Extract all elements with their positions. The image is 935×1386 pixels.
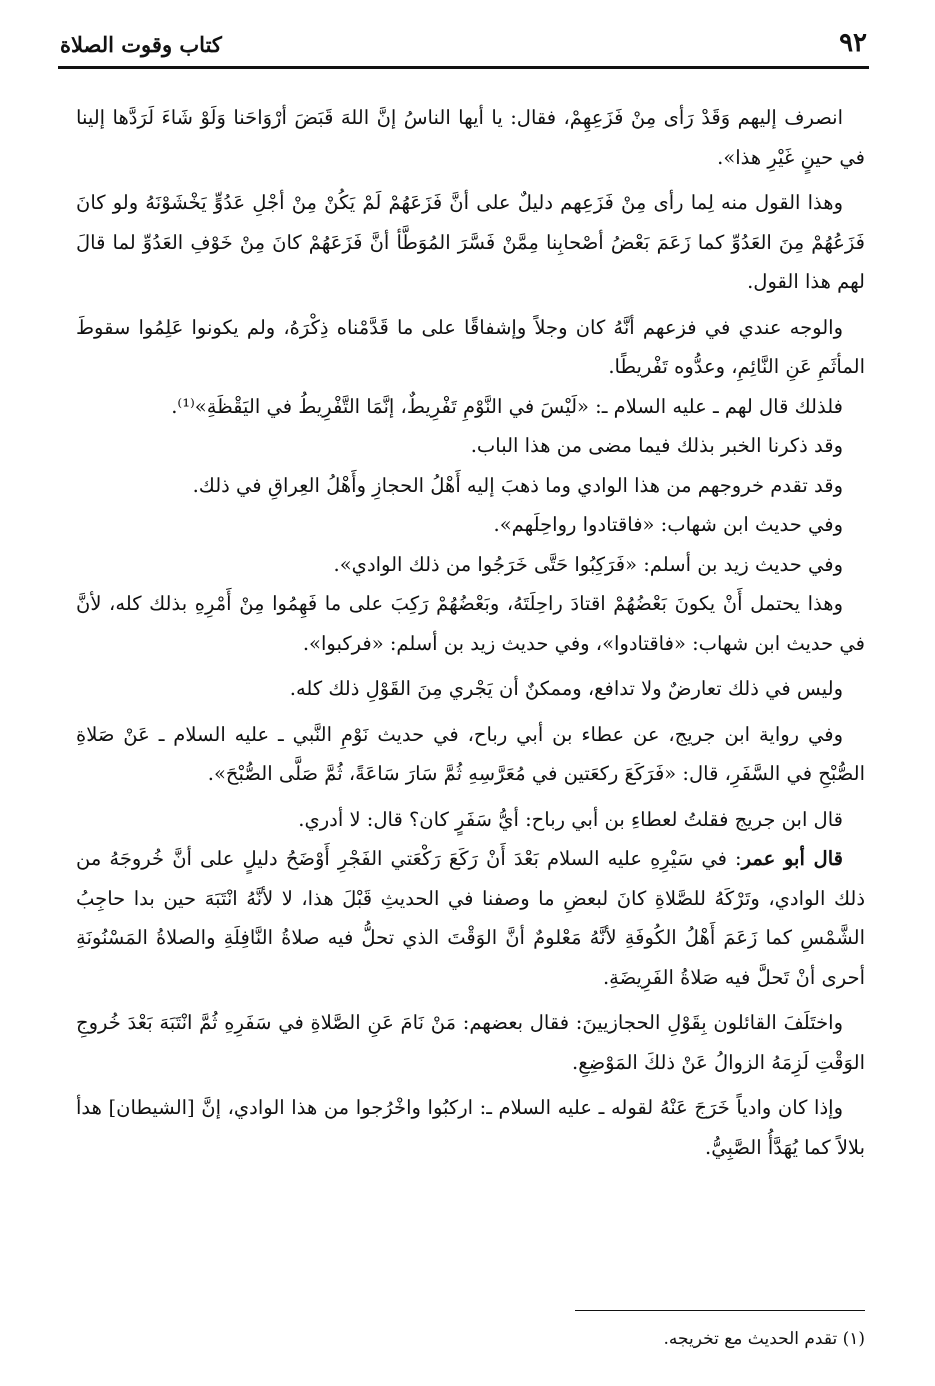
paragraph-text: والوجه عندي في فزعهم أنَّهُ كان وجلاً وإشفاقًا على ما قَدَّمْناه ذِكْرَهُ، ولم يكونوا عَلِمُوا سقوطَ المأثَمِ عَنِ النَّائِمِ، وعدُّوه تَفْريطًا.: [76, 315, 865, 378]
footnote: (١) تقدم الحديث مع تخريجه.: [663, 1329, 865, 1349]
paragraph-text: فلذلك قال لهم ـ عليه السلام ـ: «لَيْسَ في النَّوْمِ تَفْرِيطٌ، إنَّمَا التَّفْرِيطُ في اليَقْظَةِ»⁽¹⁾.: [171, 394, 843, 418]
paragraph-text: وفي حديث ابن شهاب: «فاقتادوا رواحِلَهم».: [493, 513, 843, 536]
paragraph: [76, 183, 865, 302]
page-body: [76, 98, 865, 1167]
paragraph-text: وفي حديث زيد بن أسلم: «فَرَكِبُوا حَتَّى خَرَجُوا من ذلك الوادي».: [333, 552, 843, 576]
paragraph-text: وقد تقدم خروجهم من هذا الوادي وما ذهبَ إليه أَهْلُ الحجازِ وأَهْلُ العِراقِ في ذلك.: [192, 473, 843, 497]
header-rule: [58, 66, 869, 69]
page-number: ٩٢: [839, 28, 867, 58]
paragraph: [76, 1088, 865, 1167]
paragraph-text: انصرف إليهم وَقَدْ رَأى مِنْ فَزَعِهِمْ، فقال: يا أيها الناسُ إنَّ اللهَ قَبَضَ أرْوَاحَنا وَلَوْ شَاءَ لَرَدَّها إلينا في حينٍ غَيْرِ هذا».: [76, 106, 865, 169]
paragraph: [76, 715, 865, 794]
paragraph-lead: قال أبو عمر: [741, 847, 843, 870]
paragraph: [76, 1003, 865, 1082]
paragraph: [76, 466, 865, 506]
paragraph: [76, 800, 865, 840]
paragraph: [76, 584, 865, 663]
running-title: كتاب وقوت الصلاة: [60, 32, 222, 57]
paragraph-text: واختَلَفَ القائلون بِقَوْلِ الحجازيينَ: فقال بعضهم: مَنْ نَامَ عَنِ الصَّلاةِ في سَفَرِهِ ثُمَّ انْتَبَهَ بَعْدَ خُروجِ الوَقْتِ لَزِمَهُ الزوالُ عَنْ ذلكَ المَوْضِعِ.: [76, 1011, 865, 1074]
paragraph: [76, 839, 865, 997]
paragraph-text: : في سَيْرِهِ عليه السلام بَعْدَ أَنْ رَكَعَ رَكْعَتي الفَجْرِ أَوْضَحُ دليلٍ على أنَّ خُروجَهُ من ذلك الوادي، وتَرْكَهُ للصَّلاةِ كانَ لبعضِ ما وصفنا في الحديثِ قَبْلَ هذا، لا لأنَّهُ انْتَبَهَ حين بدا حاجِبُ الشَّمْسِ كما زَعَمَ أَهْلُ الكُوفَةِ لأنَّهُ مَعْلومٌ أنَّ الوَقْتَ الذي تحلُّ فيه صلاةُ النَّافِلَةِ والصلاةُ المَسْنُونَةِ أحرى أنْ تَحلَّ فيه صَلاةُ الفَرِيضَةِ.: [76, 847, 865, 989]
paragraph-text: قال ابن جريج فقلتُ لعطاءِ بن أبي رباح: أيُّ سَفَرٍ كان؟ قال: لا أدري.: [298, 807, 843, 831]
paragraph-text: وهذا يحتمل أَنْ يكونَ بَعْضُهُمْ اقتادَ راحِلَتَهُ، وبَعْضُهُمْ رَكِبَ على ما فَهِمُوا مِنْ أَمْرِهِ بذلك كله، لأنَّ في حديث ابن شهاب: «فاقتادوا»، وفي حديث زيد بن أسلم: «فركبوا».: [76, 592, 865, 655]
paragraph: [76, 505, 865, 545]
paragraph: [76, 308, 865, 387]
paragraph: [76, 98, 865, 177]
paragraph: [76, 669, 865, 709]
paragraph-text: وهذا القول منه لِما رأى مِنْ فَزَعِهم دليلٌ على أنَّ فَزَعَهُمْ لَمْ يَكُنْ مِنْ أجْلِ عَدُوٍّ يَخْشَوْنَهُ ولو كانَ فَزَعُهُمْ مِنَ العَدُوِّ كما زَعَمَ بَعْضُ أصْحابِنا مِمَّنْ فَسَّرَ المُوَطَّأ أنَّ فَزَعَهُمْ كانَ مِنْ خَوْفِ العَدُوِّ لما قالَ لهم هذا القول.: [76, 191, 865, 293]
paragraph-text: وليس في ذلك تعارضٌ ولا تدافع، وممكنٌ أن يَجْري مِنَ القَوْلِ ذلك كله.: [289, 677, 843, 700]
paragraph: [76, 387, 865, 427]
footnote-rule: [575, 1310, 865, 1311]
paragraph-text: وقد ذكرنا الخبر بذلك فيما مضى من هذا الباب.: [470, 434, 843, 457]
page-header: [60, 28, 867, 64]
paragraph-text: وفي رواية ابن جريج، عن عطاء بن أبي رباح، في حديث نَوْمِ النَّبي ـ عليه السلام ـ عَنْ صَلاةِ الصُّبْحِ في السَّفَرِ، قال: «فَرَكَعَ ركعَتين في مُعَرَّسِهِ ثُمَّ سَارَ سَاعَةً، ثُمَّ صَلَّى الصُّبْحَ».: [76, 722, 865, 785]
paragraph: [76, 545, 865, 585]
paragraph: [76, 426, 865, 466]
paragraph-text: وإذا كان وادياً خَرَجَ عَنْهُ لقوله ـ عليه السلام ـ: اركبُوا واخْرُجوا من هذا الوادي، إنَّ [الشيطان] هدأ بلالاً كما يُهَدَّأُ الصَّبِيُّ.: [76, 1096, 865, 1159]
